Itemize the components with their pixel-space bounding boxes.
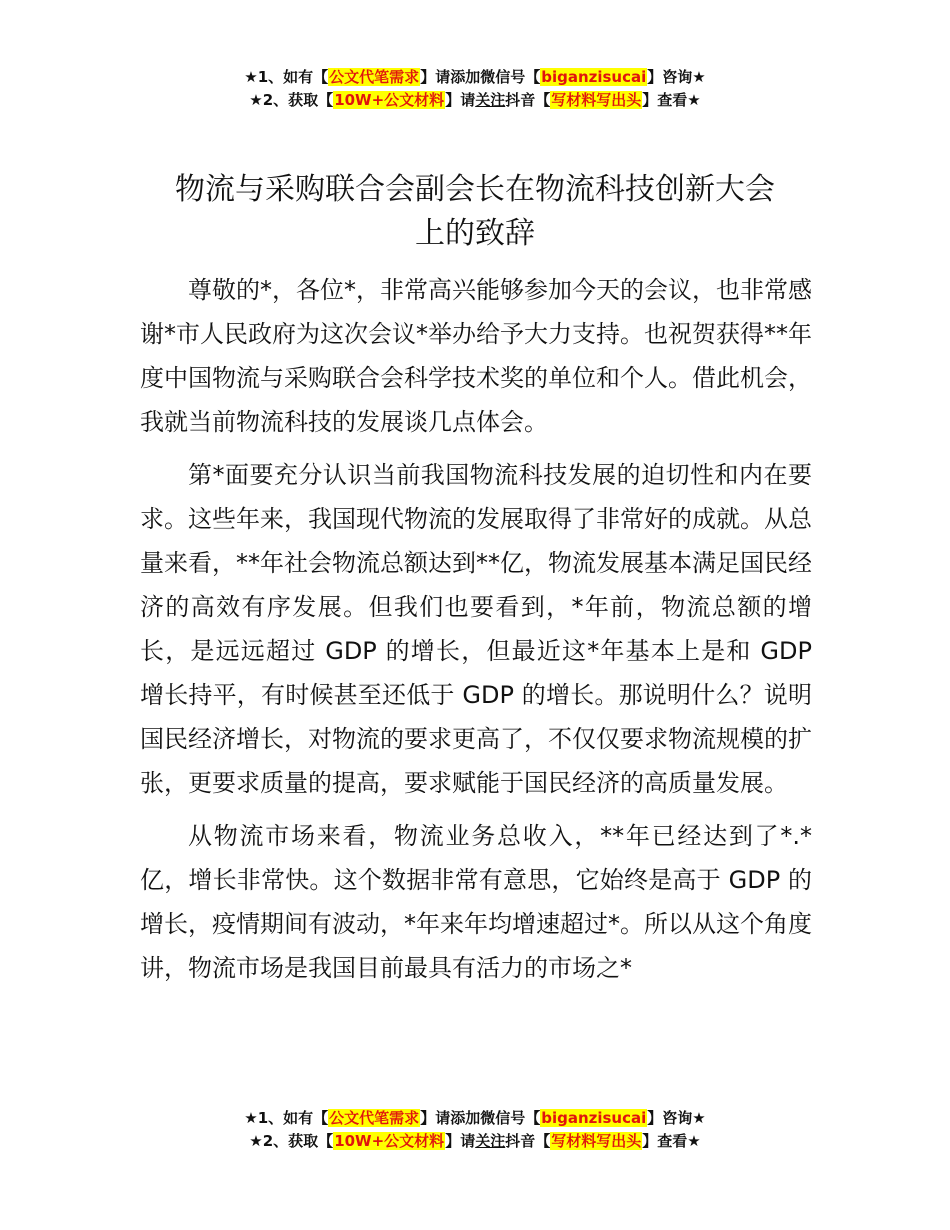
banner-text: 】咨询★ [647, 1109, 706, 1127]
highlight-materials: 10W+公文材料 [334, 1132, 445, 1150]
banner-line-2 [0, 1130, 950, 1153]
paragraph-2: 第*面要充分认识当前我国物流科技发展的迫切性和内在要求。这些年来，我国现代物流的发展取得了非常好的成就。从总量来看，**年社会物流总额达到**亿，物流发展基本满足国民经济的高效有序发展。但我们也要看到，*年前，物流总额的增长，是远远超过 GDP 的增长，但最近这*年基本上是和 GDP 增长持平，有时候甚至还低于 GDP 的增长。那说明什么？说明国民经济增长，对物流的要求更高了，不仅仅要求物流规模的扩张，更要求质量的提高，要求赋能于国民经济的高质量发展。 [140, 461, 812, 797]
banner-line-1 [0, 66, 950, 89]
underlined-follow: 关注 [475, 91, 506, 109]
banner-text: 】请 [445, 91, 476, 109]
footer-banner [0, 1107, 950, 1153]
title-line-1: 物流与采购联合会副会长在物流科技创新大会 [175, 172, 775, 207]
banner-text: 】查看★ [642, 1132, 701, 1150]
banner-text: 抖音【 [505, 91, 551, 109]
underlined-follow: 关注 [475, 1132, 506, 1150]
highlight-service: 公文代笔需求 [329, 1109, 420, 1127]
document-title [0, 168, 950, 256]
document-body [140, 268, 812, 999]
highlight-douyin-account: 写材料写出头 [551, 91, 642, 109]
banner-text: ★1、如有【 [244, 1109, 329, 1127]
banner-text: 】咨询★ [647, 68, 706, 86]
banner-line-1 [0, 1107, 950, 1130]
banner-text: ★2、获取【 [249, 91, 334, 109]
banner-text: ★2、获取【 [249, 1132, 334, 1150]
highlight-service: 公文代笔需求 [329, 68, 420, 86]
banner-text: 抖音【 [505, 1132, 551, 1150]
banner-line-2 [0, 89, 950, 112]
highlight-materials: 10W+公文材料 [334, 91, 445, 109]
banner-text: 】请添加微信号【 [420, 68, 541, 86]
title-line-2: 上的致辞 [415, 216, 535, 251]
paragraph-1: 尊敬的*，各位*，非常高兴能够参加今天的会议，也非常感谢*市人民政府为这次会议*举办给予大力支持。也祝贺获得**年度中国物流与采购联合会科学技术奖的单位和个人。借此机会，我就当前物流科技的发展谈几点体会。 [140, 276, 812, 436]
highlight-douyin-account: 写材料写出头 [551, 1132, 642, 1150]
highlight-wechat-id: biganzisucai [541, 68, 647, 86]
banner-text: 】请 [445, 1132, 476, 1150]
header-banner [0, 66, 950, 112]
highlight-wechat-id: biganzisucai [541, 1109, 647, 1127]
banner-text: 】查看★ [642, 91, 701, 109]
paragraph-3: 从物流市场来看，物流业务总收入，**年已经达到了*.*亿，增长非常快。这个数据非常有意思，它始终是高于 GDP 的增长，疫情期间有波动，*年来年均增速超过*。所以从这个角度讲，物流市场是我国目前最具有活力的市场之* [140, 822, 812, 982]
banner-text: 】请添加微信号【 [420, 1109, 541, 1127]
banner-text: ★1、如有【 [244, 68, 329, 86]
